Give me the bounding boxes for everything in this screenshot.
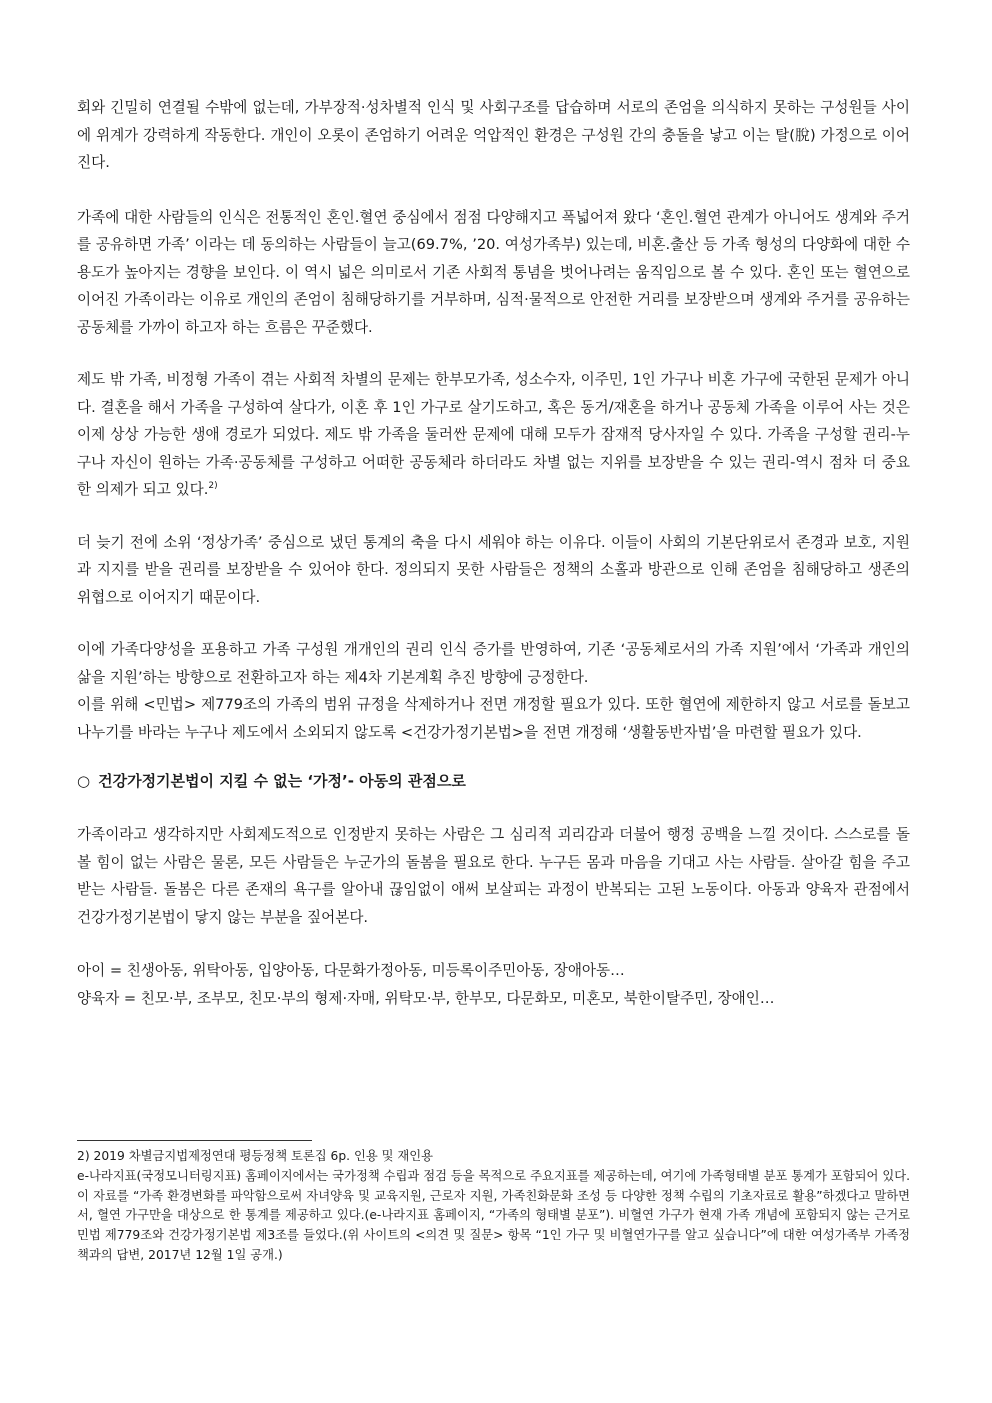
footnote-citation: 2) 2019 차별금지법제정연대 평등정책 토론집 6p. 인용 및 재인용 [77, 1149, 434, 1163]
document-body [77, 94, 910, 1013]
footnote-e-narajipyo: e-나라지표(국정모니터링지표) 홈페이지에서는 국가정책 수립과 점검 등을 목적으로 주요지표를 제공하는데, 여기에 가족형태별 분포 통계가 포함되어 있다. 이 자료를 “가족 환경변화를 파악함으로써 자녀양육 및 교육지원, 근로자 지원, 가족친화문화 조성 등 다양한 정책 수립의 기초자료로 활용”하겠다고 말하면서, 혈연 가구만을 대상으로 한 통계를 제공하고 있다.(e-나라지표 홈페이지, “가족의 형태별 분포”). 비혈연 가구가 현재 가족 개념에 포함되지 않는 근거로 민법 제779조와 건강가정기본법 제3조를 들었다.(위 사이트의 <의견 및 질문> 항목 “1인 가구 및 비혈연가구를 알고 싶습니다”에 대한 여성가족부 가족정책과의 답변, 2017년 12월 1일 공개.) [77, 1168, 910, 1262]
paragraph-civil-law-revision: 이를 위해 <민법> 제779조의 가족의 범위 규정을 삭제하거나 전면 개정할 필요가 있다. 또한 혈연에 제한하지 않고 서로를 돌보고 나누기를 바라는 누구나 제도에서 소외되지 않도록 <건강가정기본법>을 전면 개정해 ‘생활동반자법’을 마련할 필요가 있다. [77, 696, 910, 741]
paragraph-policy-direction: 이에 가족다양성을 포용하고 가족 구성원 개개인의 권리 인식 증가를 반영하여, 기존 ‘공동체로서의 가족 지원’에서 ‘가족과 개인의 삶을 지원’하는 방향으로 전환하고자 하는 제4차 기본계획 추진 방향에 긍정한다. [77, 641, 910, 686]
paragraph-social-discrimination [77, 366, 910, 504]
footnote-divider [77, 1140, 312, 1141]
circle-bullet-icon: ○ [77, 772, 91, 790]
list-children: 아이 = 친생아동, 위탁아동, 입양아동, 다문화가정아동, 미등록이주민아동, 장애아동… [77, 962, 625, 979]
section-heading [77, 768, 910, 795]
footnotes [77, 1147, 910, 1266]
list-caregivers: 양육자 = 친모·부, 조부모, 친모·부의 형제·자매, 위탁모·부, 한부모, 다문화모, 미혼모, 북한이탈주민, 장애인… [77, 990, 775, 1007]
paragraph-care-labor: 가족이라고 생각하지만 사회제도적으로 인정받지 못하는 사람은 그 심리적 괴리감과 더불어 행정 공백을 느낄 것이다. 스스로를 돌볼 힘이 없는 사람은 물론, 모든 사람들은 누군가의 돌봄을 필요로 한다. 누구든 몸과 마음을 기대고 사는 사람들. 살아갈 힘을 주고받는 사람들. 돌봄은 다른 존재의 욕구를 알아내 끊임없이 애써 보살피는 과정이 반복되는 고된 노동이다. 아동과 양육자 관점에서 건강가정기본법이 닿지 않는 부분을 짚어본다. [77, 826, 910, 926]
paragraph-family-oppression: 회와 긴밀히 연결될 수밖에 없는데, 가부장적·성차별적 인식 및 사회구조를 답습하며 서로의 존엄을 의식하지 못하는 구성원들 사이에 위계가 강력하게 작동한다. 개인이 오롯이 존엄하기 어려운 억압적인 환경은 구성원 간의 충돌을 낳고 이는 탈(脫) 가정으로 이어진다. [77, 99, 910, 171]
paragraph-statistics-axis: 더 늦기 전에 소위 ‘정상가족’ 중심으로 냈던 통계의 축을 다시 세워야 하는 이유다. 이들이 사회의 기본단위로서 존경과 보호, 지원과 지지를 받을 권리를 보장받을 수 있어야 한다. 정의되지 못한 사람들은 정책의 소홀과 방관으로 인해 존엄을 침해당하고 생존의 위협으로 이어지기 때문이다. [77, 533, 910, 606]
paragraph-family-perception: 가족에 대한 사람들의 인식은 전통적인 혼인.혈연 중심에서 점점 다양해지고 폭넓어져 왔다 ‘혼인.혈연 관계가 아니어도 생계와 주거를 공유하면 가족’ 이라는 데 동의하는 사람들이 늘고(69.7%, ’20. 여성가족부) 있는데, 비혼.출산 등 가족 형성의 다양화에 대한 수용도가 높아지는 경향을 보인다. 이 역시 넓은 의미로서 기존 사회적 통념을 벗어나려는 움직임으로 볼 수 있다. 혼인 또는 혈연으로 이어진 가족이라는 이유로 개인의 존엄이 침해당하기를 거부하며, 심적·물적으로 안전한 거리를 보장받으며 생계와 주거를 공유하는 공동체를 가까이 하고자 하는 흐름은 꾸준했다. [77, 208, 910, 336]
paragraph-social-discrimination-text: 제도 밖 가족, 비정형 가족이 겪는 사회적 차별의 문제는 한부모가족, 성소수자, 이주민, 1인 가구나 비혼 가구에 국한된 문제가 아니다. 결혼을 해서 가족을 구성하여 살다가, 이혼 후 1인 가구로 살기도하고, 혹은 동거/재혼을 하거나 공동체 가족을 이루어 사는 것은 이제 상상 가능한 생애 경로가 되었다. 제도 밖 가족을 둘러싼 문제에 대해 모두가 잠재적 당사자일 수 있다. 가족을 구성할 권리-누구나 자신이 원하는 가족·공동체를 구성하고 어떠한 공동체라 하더라도 차별 없는 지위를 보장받을 수 있는 권리-역시 점차 더 중요한 의제가 되고 있다. [77, 371, 910, 498]
section-heading-text: 건강가정기본법이 지킬 수 없는 ‘가정’- 아동의 관점으로 [98, 772, 466, 790]
footnote-ref-2: 2) [208, 481, 218, 492]
